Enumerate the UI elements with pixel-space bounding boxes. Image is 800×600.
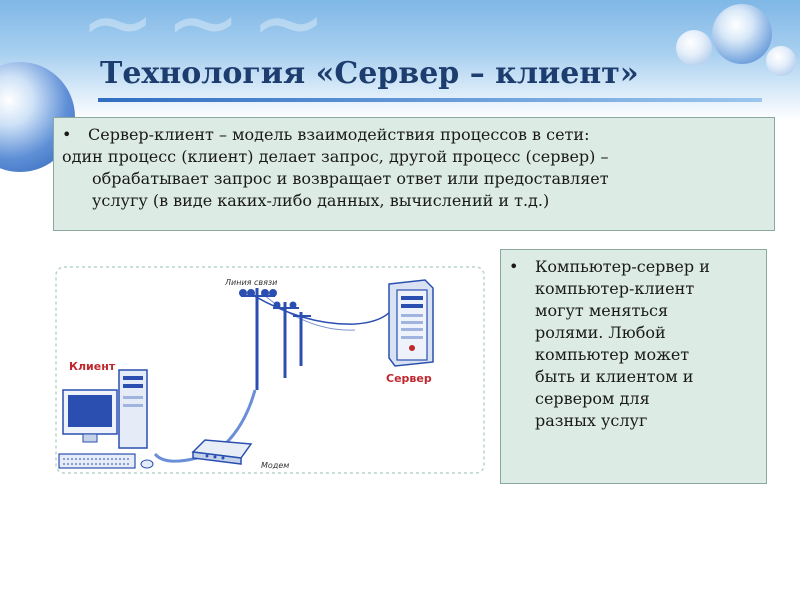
client-server-diagram bbox=[55, 266, 485, 474]
decorative-bubble bbox=[676, 30, 712, 66]
decorative-watermark: ~~~ bbox=[80, 0, 337, 75]
bullet-marker: • bbox=[62, 125, 72, 144]
decorative-bubble bbox=[766, 46, 796, 76]
note-line: могут меняться bbox=[535, 301, 669, 320]
note-line: компьютер может bbox=[535, 345, 690, 364]
server-icon bbox=[389, 280, 433, 366]
client-label: Клиент bbox=[69, 360, 116, 373]
definition-line-1 bbox=[62, 124, 766, 146]
decorative-bubble bbox=[712, 4, 772, 64]
note-line: ролями. Любой bbox=[535, 323, 666, 342]
server-label: Сервер bbox=[386, 372, 432, 385]
definition-text: Сервер-клиент – модель взаимодействия процессов в сети: bbox=[88, 125, 590, 144]
note-line: Компьютер-сервер и bbox=[535, 257, 710, 276]
note-line: быть и клиентом и bbox=[535, 367, 694, 386]
slide-title: Технология «Сервер – клиент» bbox=[100, 56, 639, 91]
title-underline bbox=[98, 98, 762, 102]
note-text bbox=[535, 256, 756, 432]
note-line: сервером для bbox=[535, 389, 650, 408]
modem-label: Модем bbox=[261, 461, 290, 470]
definition-line-4: услугу (в виде каких-либо данных, вычислений и т.д.) bbox=[92, 191, 550, 210]
note-box bbox=[500, 249, 767, 484]
bullet-marker: • bbox=[509, 257, 519, 276]
definition-line-2: один процесс (клиент) делает запрос, другой процесс (сервер) – bbox=[62, 147, 609, 166]
note-line: компьютер-клиент bbox=[535, 279, 695, 298]
definition-line-3: обрабатывает запрос и возвращает ответ или предоставляет bbox=[92, 169, 609, 188]
line-label: Линия связи bbox=[225, 278, 278, 287]
note-line: разных услуг bbox=[535, 411, 648, 430]
definition-box bbox=[53, 117, 775, 231]
